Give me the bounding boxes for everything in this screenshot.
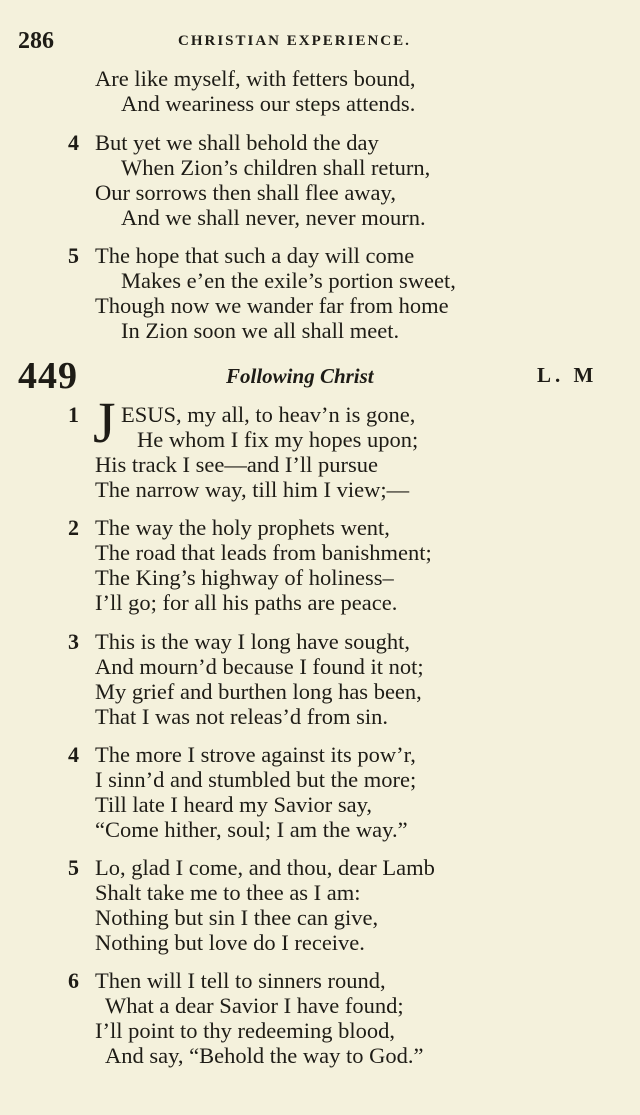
verse-line: Nothing but sin I thee can give, bbox=[95, 905, 379, 930]
verse-line: I sinn’d and stumbled but the more; bbox=[95, 767, 417, 792]
continuation-line: Are like myself, with fetters bound, bbox=[95, 66, 416, 91]
verse-line: And we shall never, never mourn. bbox=[121, 205, 426, 230]
continuation-line: And weariness our steps attends. bbox=[121, 91, 416, 116]
verse-number: 1 bbox=[68, 402, 79, 427]
verse-line: Makes e’en the exile’s portion sweet, bbox=[121, 268, 456, 293]
hymn-title: Following Christ bbox=[226, 364, 374, 388]
verse-number: 3 bbox=[68, 629, 79, 654]
verse-line: The King’s highway of holiness– bbox=[95, 565, 394, 590]
verse-line: He whom I fix my hopes upon; bbox=[137, 427, 419, 452]
verse-number: 4 bbox=[68, 130, 79, 155]
verse-number: 2 bbox=[68, 515, 79, 540]
verse-line: Shalt take me to thee as I am: bbox=[95, 880, 361, 905]
verse-line: When Zion’s children shall return, bbox=[121, 155, 431, 180]
verse-line: Lo, glad I come, and thou, dear Lamb bbox=[95, 855, 435, 880]
verse-line: What a dear Savior I have found; bbox=[105, 993, 404, 1018]
verse-number: 6 bbox=[68, 968, 79, 993]
verse-line: His track I see—and I’ll pursue bbox=[95, 452, 379, 477]
verse-line: I’ll go; for all his paths are peace. bbox=[95, 590, 398, 615]
page-number: 286 bbox=[18, 28, 54, 54]
verse-line: The hope that such a day will come bbox=[95, 243, 415, 268]
hymn-meter: L. M bbox=[537, 363, 598, 387]
verse-line: That I was not releas’d from sin. bbox=[95, 704, 389, 729]
verse-line: In Zion soon we all shall meet. bbox=[121, 318, 400, 343]
verse-line: The more I strove against its pow’r, bbox=[95, 742, 416, 767]
verse-line: Then will I tell to sinners round, bbox=[95, 968, 386, 993]
verse-line: The road that leads from banishment; bbox=[95, 540, 432, 565]
verse-line: The way the holy prophets went, bbox=[95, 515, 390, 540]
verse-line: The narrow way, till him I view;— bbox=[95, 477, 410, 502]
verse-line: This is the way I long have sought, bbox=[95, 629, 410, 654]
verse-line: And say, “Behold the way to God.” bbox=[105, 1043, 424, 1068]
page-header bbox=[18, 28, 618, 58]
verse-line: Though now we wander far from home bbox=[95, 293, 449, 318]
verse-line: Our sorrows then shall flee away, bbox=[95, 180, 396, 205]
verse-line: I’ll point to thy redeeming blood, bbox=[95, 1018, 395, 1043]
hymn-number: 449 bbox=[18, 355, 78, 397]
verse-line: My grief and burthen long has been, bbox=[95, 679, 422, 704]
verse-number: 5 bbox=[68, 855, 79, 880]
verse-line: But yet we shall behold the day bbox=[95, 130, 379, 155]
verse-line: And mourn’d because I found it not; bbox=[95, 654, 424, 679]
verse-line: “Come hither, soul; I am the way.” bbox=[95, 817, 408, 842]
verse-line: ESUS, my all, to heav’n is gone, bbox=[121, 402, 416, 427]
verse-line: Nothing but love do I receive. bbox=[95, 930, 365, 955]
verse-number: 5 bbox=[68, 243, 79, 268]
verse-number: 4 bbox=[68, 742, 79, 767]
drop-cap: J bbox=[93, 390, 116, 455]
verse-line: Till late I heard my Savior say, bbox=[95, 792, 373, 817]
running-title: CHRISTIAN EXPERIENCE. bbox=[178, 33, 411, 49]
